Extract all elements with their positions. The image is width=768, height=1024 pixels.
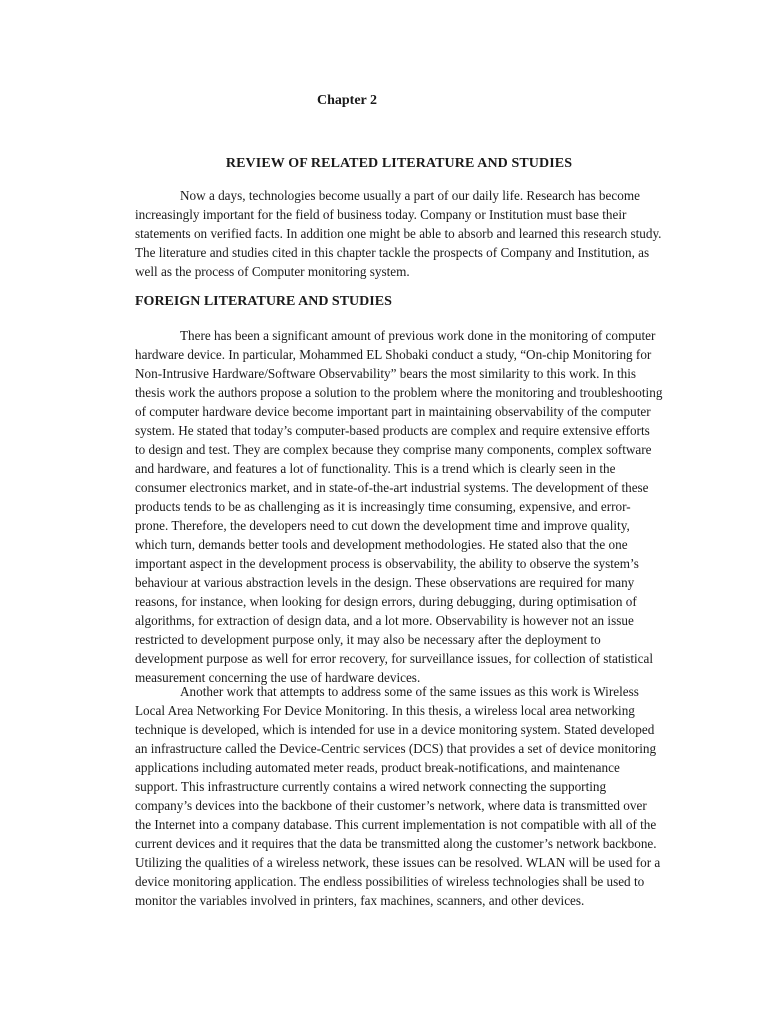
intro-paragraph: [135, 186, 663, 281]
foreign-paragraph-1: [135, 326, 663, 687]
intro-paragraph-text: Now a days, technologies become usually a part of our daily life. Research has become increasingly important for the field of business today. Company or Institution must base their statements on verified facts. In addition one might be able to absorb and learned this research study. The literature and studies cited in this chapter tackle the prospects of Company and Institution, as well as the process of Computer monitoring system.: [135, 188, 662, 279]
foreign-paragraph-2-text: Another work that attempts to address some of the same issues as this work is Wireless Local Area Networking For Device Monitoring. In this thesis, a wireless local area networking technique is developed, which is intended for use in a device monitoring system. Stated developed an infrastructure called the Device-Centric services (DCS) that provides a set of device monitoring applications including automated meter reads, product break-notifications, and maintenance support. This infrastructure currently contains a wired network connecting the supporting company’s devices into the backbone of their customer’s network, where data is transmitted over the Internet into a company database. This current implementation is not compatible with all of the current devices and it requires that the data be transmitted along the customer’s network backbone. Utilizing the qualities of a wireless network, these issues can be resolved. WLAN will be used for a device monitoring application. The endless possibilities of wireless technologies shall be used to monitor the variables involved in printers, fax machines, scanners, and other devices.: [135, 684, 661, 908]
chapter-title: REVIEW OF RELATED LITERATURE AND STUDIES: [225, 156, 573, 171]
foreign-paragraph-1-text: There has been a significant amount of previous work done in the monitoring of computer hardware device. In particular, Mohammed EL Shobaki conduct a study, “On-chip Monitoring for Non-Intrusive Hardware/Software Observability” bears the most similarity to this work. In this thesis work the authors propose a solution to the problem where the monitoring and troubleshooting of computer hardware device become important part in maintaining observability of the computer system. He stated that today’s computer-based products are complex and require extensive efforts to design and test. They are complex because they comprise many components, complex software and hardware, and features a lot of functionality. This is a trend which is clearly seen in the consumer electronics market, and in state-of-the-art industrial systems. The development of these products tends to be as challenging as it is increasingly time consuming, expensive, and error-prone. Therefore, the developers need to cut down the development time and improve quality, which turn, demands better tools and development methodologies. He stated also that the one important aspect in the development process is observability, the ability to observe the system’s behaviour at various abstraction levels in the design. These observations are required for many reasons, for instance, when looking for design errors, during debugging, during optimisation of algorithms, for extraction of design data, and a lot more. Observability is however not an issue restricted to development purpose only, it may also be necessary after the deployment to development purpose as well for error recovery, for surveillance issues, for collection of statistical measurement concerning the use of hardware devices.: [135, 328, 663, 685]
foreign-paragraph-2: [135, 682, 663, 910]
chapter-label: Chapter 2: [316, 93, 378, 108]
section-heading: FOREIGN LITERATURE AND STUDIES: [135, 294, 392, 309]
